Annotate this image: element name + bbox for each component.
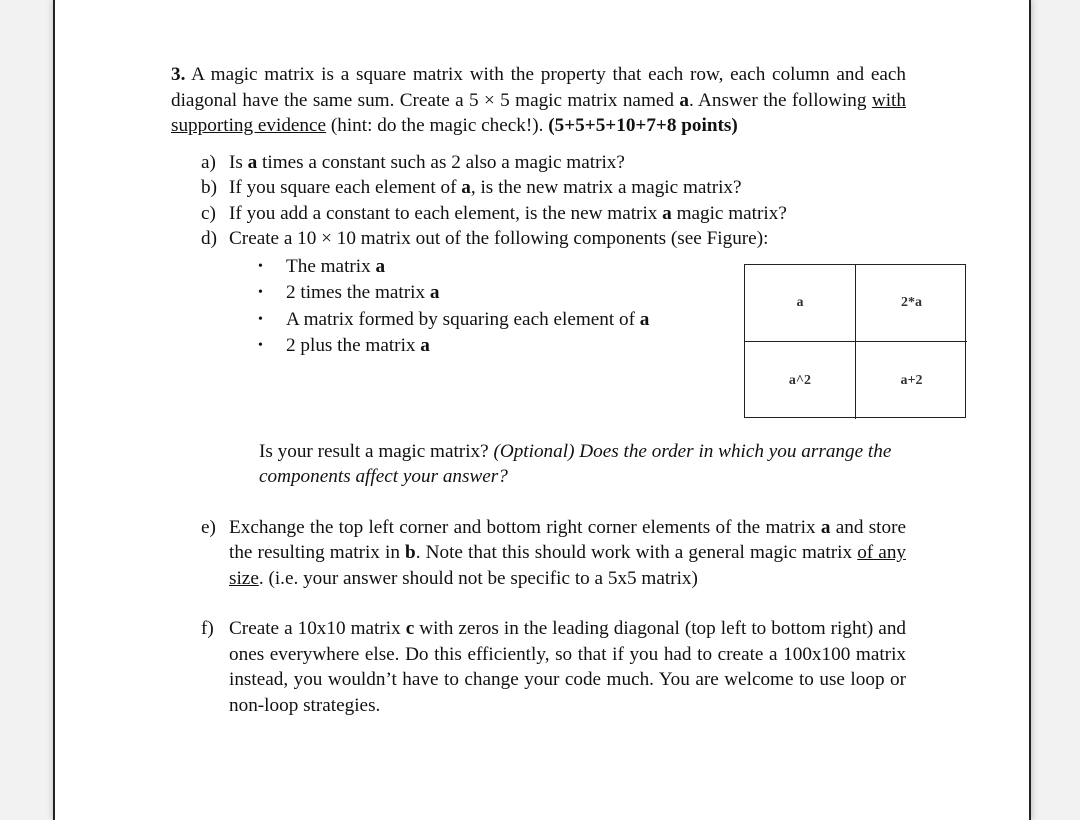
- bullet-icon: •: [258, 338, 263, 353]
- bullet-icon: •: [258, 311, 263, 327]
- problem-content: [171, 62, 923, 718]
- bullet-text: 2 times the matrix: [286, 282, 430, 303]
- question-marker: e): [201, 516, 216, 538]
- question-b-text-pre: If you square each element of: [229, 177, 462, 198]
- question-f-text-pre: Create a 10x10 matrix: [229, 618, 406, 639]
- question-c-text-pre: If you add a constant to each element, is the new matrix: [229, 202, 663, 224]
- bullet-text: The matrix: [286, 255, 376, 277]
- question-b: [201, 175, 906, 201]
- intro-text-2: . Answer the following: [688, 89, 872, 111]
- bullet-var: a: [420, 335, 430, 356]
- question-c-var: a: [662, 202, 672, 224]
- question-marker: f): [201, 618, 214, 639]
- question-d-followup: [259, 439, 906, 490]
- question-a-var: a: [247, 151, 258, 173]
- followup-italic-text: (Optional) Does the order in which you arrange the components affect your answer?: [259, 440, 892, 487]
- question-e-var-a: a: [820, 516, 831, 538]
- question-f: [201, 616, 906, 718]
- question-b-var: a: [461, 177, 471, 198]
- question-b-text-post: , is the new matrix a magic matrix?: [470, 177, 742, 198]
- question-c: [201, 201, 906, 227]
- question-f-var-c: c: [405, 618, 415, 639]
- question-a-text-pre: Is: [229, 151, 248, 173]
- question-a-text-post: times a constant such as 2 also a magic matrix?: [257, 151, 625, 173]
- followup-plain-text: Is your result a magic matrix?: [259, 440, 494, 462]
- intro-supporting-evidence: with supporting evidence: [171, 89, 906, 136]
- bullet-icon: •: [258, 258, 263, 274]
- question-f-text-post: with zeros in the leading diagonal (top left to bottom right) and ones everywhere else. Do this efficiently, so that if you had to create a 100x100 matrix instead, you wouldn’t have to change your code much. You are welcome to use loop or non-loop strategies.: [229, 618, 907, 716]
- question-d: [201, 226, 906, 252]
- question-e-text-mid2: . Note that this should work with a general magic matrix: [415, 542, 858, 563]
- problem-number: 3.: [171, 64, 186, 85]
- question-f-block: [201, 616, 906, 718]
- bullet-var: a: [375, 255, 386, 277]
- intro-text-1: A magic matrix is a square matrix with the property that each row, each column and each diagonal have the same sum. Create a 5 × 5 magic matrix named: [171, 64, 906, 111]
- question-d-text: Create a 10 × 10 matrix out of the following components (see Figure):: [229, 228, 769, 249]
- question-a: [201, 150, 906, 176]
- bullet-text: 2 plus the matrix: [286, 335, 421, 356]
- question-marker: a): [201, 151, 216, 173]
- bullet-icon: •: [258, 285, 263, 300]
- problem-intro: [171, 62, 906, 139]
- bullet-var: a: [429, 282, 440, 303]
- question-e-block: [201, 515, 906, 592]
- question-e: [201, 515, 906, 592]
- question-e-var-b: b: [405, 542, 416, 563]
- question-e-underlined: of any size: [229, 542, 907, 589]
- figure-cell-bottom-left: a^2: [745, 342, 856, 419]
- figure-cell-top-right: 2*a: [856, 265, 967, 342]
- bullet-text: A matrix formed by squaring each element of: [286, 308, 640, 330]
- question-marker: c): [201, 202, 216, 224]
- bullet-var: a: [639, 308, 650, 330]
- question-e-text-mid: and store the resulting matrix in: [229, 516, 906, 563]
- question-c-text-post: magic matrix?: [671, 202, 787, 224]
- intro-var-a: a: [679, 89, 689, 111]
- question-e-text-post: . (i.e. your answer should not be specific to a 5x5 matrix): [258, 567, 698, 589]
- intro-text-3: (hint: do the magic check!).: [326, 115, 549, 136]
- question-e-text-pre: Exchange the top left corner and bottom right corner elements of the matrix: [229, 516, 821, 538]
- matrix-arrangement-figure: [744, 264, 966, 418]
- question-marker: d): [201, 228, 217, 249]
- figure-cell-top-left: a: [745, 265, 856, 342]
- document-page: [53, 0, 1031, 820]
- figure-cell-bottom-right: a+2: [900, 372, 923, 388]
- points-label: (5+5+5+10+7+8 points): [548, 115, 738, 136]
- question-marker: b): [201, 177, 217, 198]
